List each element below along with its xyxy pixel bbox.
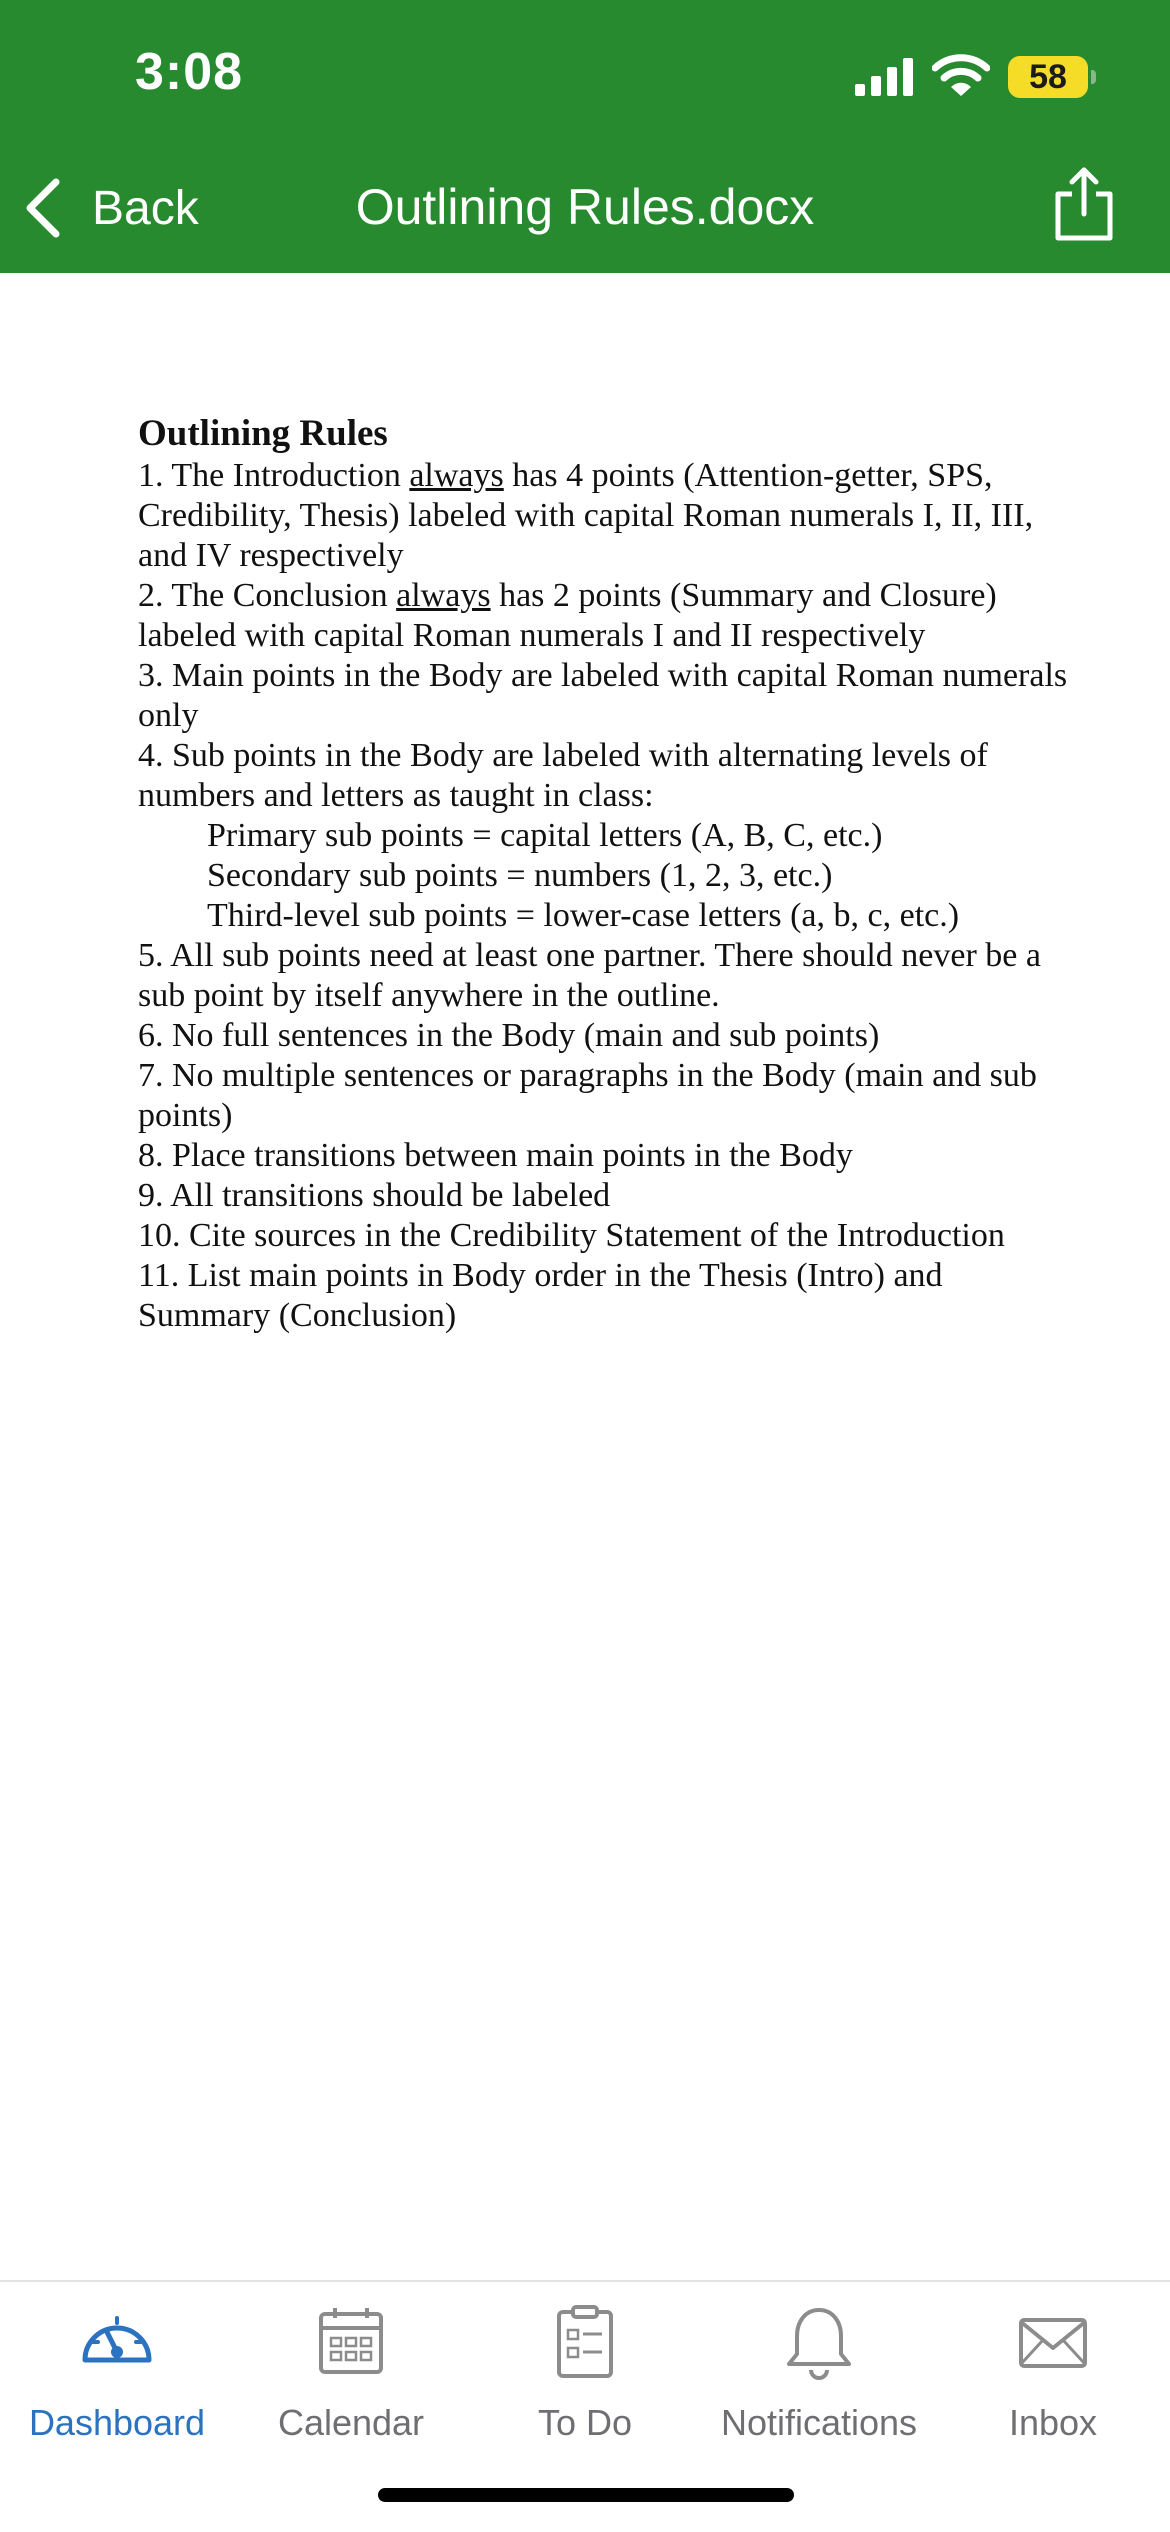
rule-4: 4. Sub points in the Body are labeled with alternating levels of numbers and letters as taught in class:	[138, 737, 988, 814]
rule-8: 8. Place transitions between main points in the Body	[138, 1137, 853, 1174]
tab-label: Inbox	[1008, 2402, 1098, 2443]
todo-icon	[545, 2302, 625, 2382]
rule-4-sub-secondary: Secondary sub points = numbers (1, 2, 3, etc.)	[207, 857, 833, 894]
rule-4-sub-primary: Primary sub points = capital letters (A, B, C, etc.)	[207, 817, 883, 854]
document-content	[138, 412, 1078, 1336]
share-icon[interactable]	[1052, 166, 1116, 242]
rule-5: 5. All sub points need at least one partner. There should never be a sub point by itself anywhere in the outline.	[138, 937, 1041, 1014]
rule-11: 11. List main points in Body order in the Thesis (Intro) and Summary (Conclusion)	[138, 1257, 943, 1334]
dashboard-icon	[77, 2302, 157, 2382]
chevron-left-icon	[22, 176, 64, 240]
battery-nub	[1091, 70, 1096, 84]
rule-9: 9. All transitions should be labeled	[138, 1177, 611, 1214]
status-time: 3:08	[135, 43, 244, 101]
bell-icon	[779, 2302, 859, 2382]
rule-1: 1. The Introduction always has 4 points (Attention-getter, SPS, Credibility, Thesis) labeled with capital Roman numerals I, II, III, and IV respectively	[138, 457, 1034, 574]
envelope-icon	[1013, 2302, 1093, 2382]
rule-7: 7. No multiple sentences or paragraphs in the Body (main and sub points)	[138, 1057, 1037, 1134]
tab-label: Dashboard	[28, 2402, 206, 2443]
tab-label: Calendar	[277, 2402, 425, 2443]
tab-calendar[interactable]	[234, 2302, 468, 2472]
tab-inbox[interactable]	[936, 2302, 1170, 2472]
rule-2: 2. The Conclusion always has 2 points (Summary and Closure) labeled with capital Roman numerals I and II respectively	[138, 577, 997, 654]
tab-todo[interactable]	[468, 2302, 702, 2472]
rule-4-sub-third: Third-level sub points = lower-case letters (a, b, c, etc.)	[207, 897, 960, 934]
rule-10: 10. Cite sources in the Credibility Statement of the Introduction	[138, 1217, 1005, 1254]
tab-dashboard[interactable]	[0, 2302, 234, 2472]
header-bar	[0, 0, 1170, 273]
calendar-icon	[311, 2302, 391, 2382]
page-title: Outlining Rules.docx	[355, 179, 815, 235]
back-label: Back	[92, 181, 199, 235]
tab-notifications[interactable]	[702, 2302, 936, 2472]
tab-label: To Do	[537, 2402, 633, 2443]
rule-6: 6. No full sentences in the Body (main and sub points)	[138, 1017, 880, 1054]
rule-3: 3. Main points in the Body are labeled with capital Roman numerals only	[138, 657, 1068, 734]
home-indicator[interactable]	[378, 2488, 794, 2502]
document-heading: Outlining Rules	[138, 413, 388, 454]
battery-icon: 58	[1008, 56, 1088, 98]
tab-label: Notifications	[720, 2402, 918, 2443]
wifi-icon	[932, 54, 990, 98]
back-button[interactable]	[22, 168, 199, 248]
cellular-signal-icon	[855, 58, 915, 96]
